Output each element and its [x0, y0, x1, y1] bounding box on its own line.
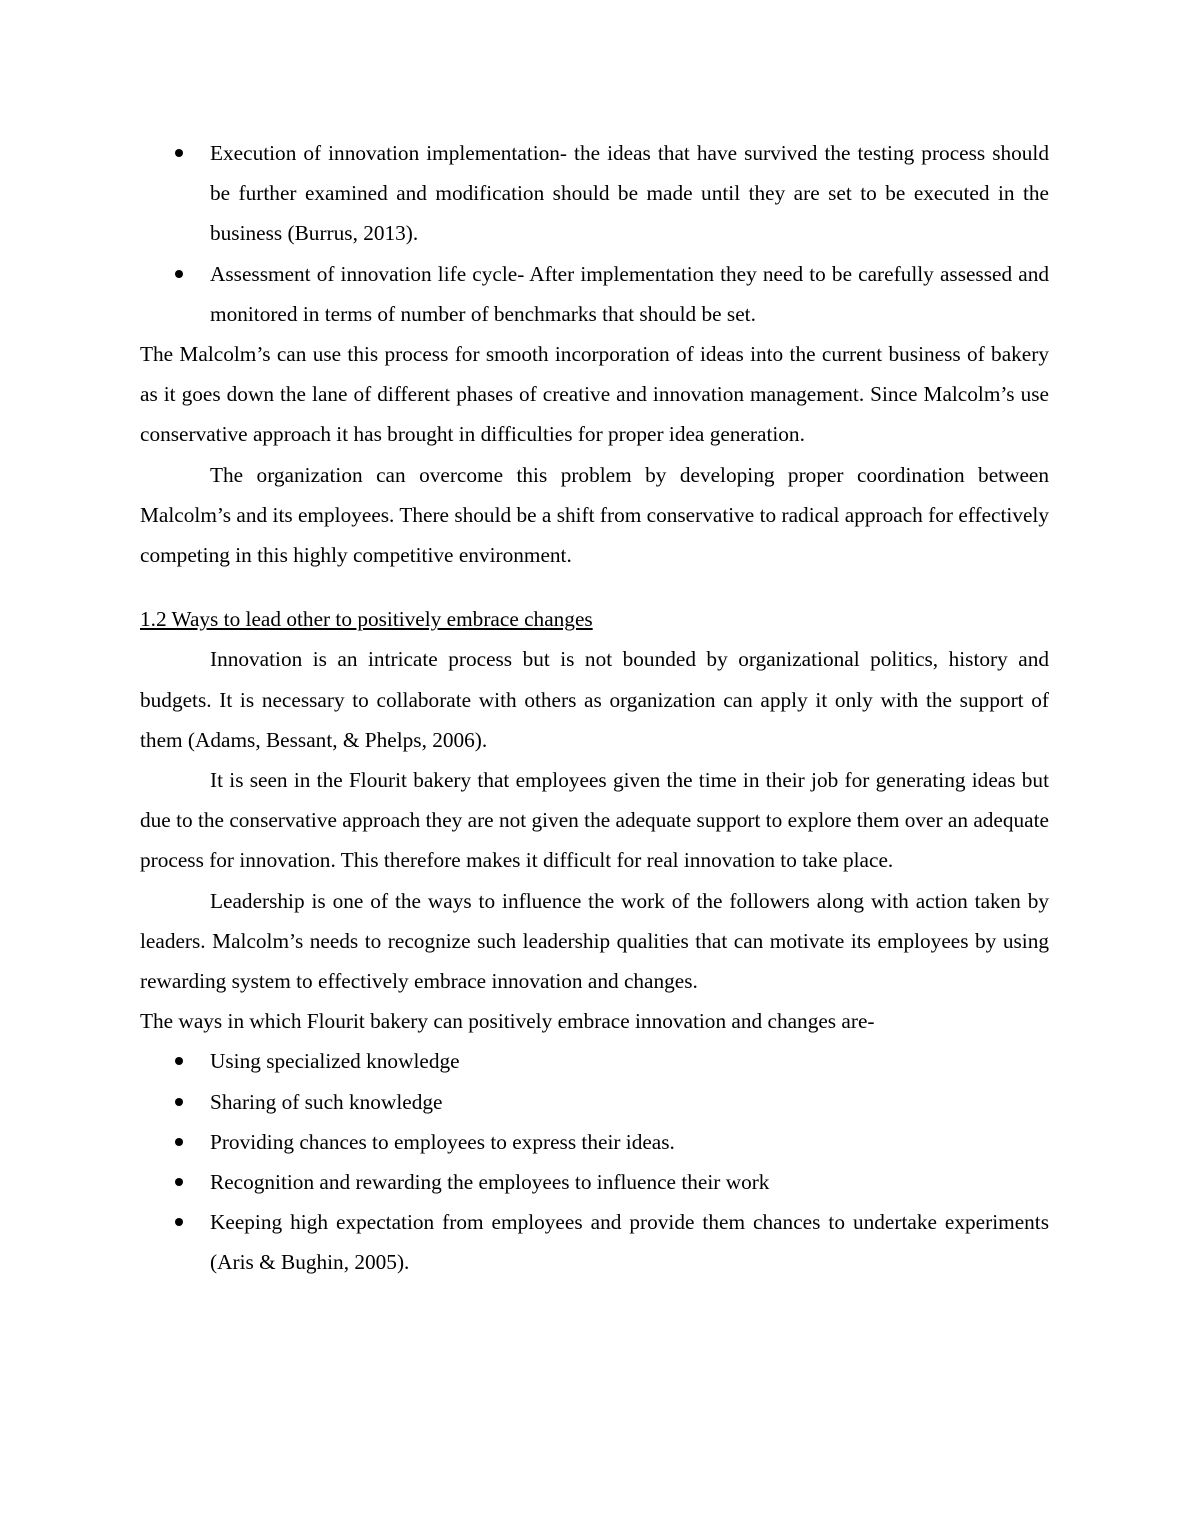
list-item-text: Using specialized knowledge	[210, 1049, 460, 1074]
list-item-text: Recognition and rewarding the employees to influence their work	[210, 1170, 770, 1195]
bullet-icon	[175, 1218, 183, 1226]
bullet-icon	[175, 1178, 183, 1186]
bullet-icon	[175, 270, 183, 278]
bullet-icon	[175, 1138, 183, 1146]
list-item-text: Keeping high expectation from employees and provide them chances to undertake experiments (Aris & Bughin, 2005).	[210, 1210, 1049, 1275]
list-item	[140, 1041, 1049, 1081]
bullet-icon	[175, 149, 183, 157]
paragraph-flourit-bakery: It is seen in the Flourit bakery that employees given the time in their job for generating ideas but due to the conservative approach they are not given the adequate support to explore them over an adequate process for innovation. This therefore makes it difficult for real innovation to take place.	[140, 768, 1049, 873]
page-content	[140, 133, 1049, 1283]
paragraph-ways-intro: The ways in which Flourit bakery can positively embrace innovation and changes are-	[140, 1009, 875, 1034]
list-item	[140, 1162, 1049, 1202]
paragraph-coordination: The organization can overcome this problem by developing proper coordination between Malcolm’s and its employees. There should be a shift from conservative to radical approach for effectively competing in this highly competitive environment.	[140, 462, 1049, 568]
list-item	[140, 1122, 1049, 1162]
list-item-text: Assessment of innovation life cycle- After implementation they need to be carefully assessed and monitored in terms of number of benchmarks that should be set.	[210, 261, 1049, 326]
list-item	[140, 1202, 1049, 1282]
bottom-bullet-list	[140, 1041, 1049, 1282]
top-bullet-list	[140, 133, 1049, 334]
list-item	[140, 1082, 1049, 1122]
list-item	[140, 254, 1049, 334]
paragraph-process-usage: The Malcolm’s can use this process for smooth incorporation of ideas into the current business of bakery as it goes down the lane of different phases of creative and innovation management. Since Malcolm’s use conservative approach it has brought in difficulties for proper idea generation.	[140, 342, 1049, 447]
list-item-text: Execution of innovation implementation- the ideas that have survived the testing process should be further examined and modification should be made until they are set to be executed in the business (Burrus, 2013).	[210, 141, 1049, 246]
paragraph-innovation-process: Innovation is an intricate process but is not bounded by organizational politics, history and budgets. It is necessary to collaborate with others as organization can apply it only with the support of them (Adams, Bessant, & Phelps, 2006).	[140, 647, 1049, 752]
list-item-text: Providing chances to employees to express their ideas.	[210, 1129, 675, 1154]
paragraph-leadership: Leadership is one of the ways to influence the work of the followers along with action taken by leaders. Malcolm’s needs to recognize such leadership qualities that can motivate its employees by using rewarding system to effectively embrace innovation and changes.	[140, 888, 1049, 994]
bullet-icon	[175, 1057, 183, 1065]
section-heading: 1.2 Ways to lead other to positively embrace changes	[140, 607, 593, 632]
bullet-icon	[175, 1098, 183, 1106]
list-item	[140, 133, 1049, 254]
list-item-text: Sharing of such knowledge	[210, 1089, 443, 1114]
